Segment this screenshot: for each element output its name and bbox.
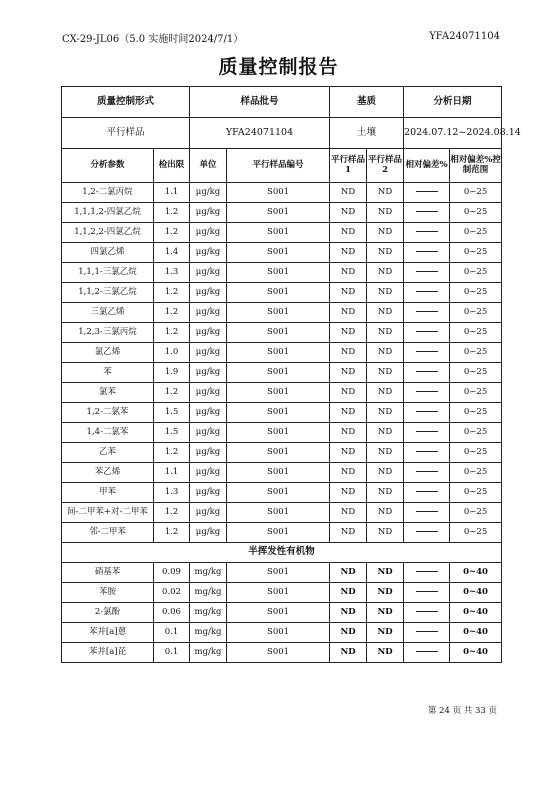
sample-cell: S001	[227, 603, 330, 623]
sample-cell: S001	[227, 443, 330, 463]
relative-deviation-cell	[404, 563, 450, 583]
parallel-1-cell: ND	[330, 383, 367, 403]
table-row	[62, 343, 502, 363]
parallel-1-cell: ND	[330, 303, 367, 323]
param-cell: 苯胺	[62, 583, 154, 603]
matrix-label: 基质	[330, 87, 404, 118]
lod-cell: 1.3	[154, 263, 190, 283]
table-row	[62, 423, 502, 443]
unit-cell: μg/kg	[190, 523, 227, 543]
parallel-2-cell: ND	[367, 463, 404, 483]
dash-mark	[416, 371, 438, 372]
lod-cell: 1.5	[154, 403, 190, 423]
lod-cell: 1.2	[154, 283, 190, 303]
range-cell: 0~40	[450, 643, 502, 663]
table-row	[62, 363, 502, 383]
table-row	[62, 523, 502, 543]
param-cell: 氯苯	[62, 383, 154, 403]
parallel-1-cell: ND	[330, 343, 367, 363]
param-cell: 间-二甲苯+对-二甲苯	[62, 503, 154, 523]
sample-cell: S001	[227, 423, 330, 443]
sample-cell: S001	[227, 283, 330, 303]
parallel-1-cell: ND	[330, 183, 367, 203]
dash-mark	[416, 451, 438, 452]
unit-cell: mg/kg	[190, 583, 227, 603]
param-cell: 甲苯	[62, 483, 154, 503]
lod-cell: 1.2	[154, 203, 190, 223]
sample-cell: S001	[227, 403, 330, 423]
range-cell: 0~25	[450, 323, 502, 343]
relative-deviation-cell	[404, 323, 450, 343]
param-cell: 1,1,1,2-四氯乙烷	[62, 203, 154, 223]
info-label-row	[62, 87, 502, 118]
table-row	[62, 323, 502, 343]
range-cell: 0~40	[450, 603, 502, 623]
unit-cell: μg/kg	[190, 463, 227, 483]
batch-label: 样品批号	[190, 87, 330, 118]
sample-cell: S001	[227, 503, 330, 523]
parallel-1-cell: ND	[330, 363, 367, 383]
unit-cell: μg/kg	[190, 503, 227, 523]
unit-cell: μg/kg	[190, 483, 227, 503]
lod-cell: 1.3	[154, 483, 190, 503]
parallel-2-cell: ND	[367, 523, 404, 543]
sample-cell: S001	[227, 483, 330, 503]
dash-mark	[416, 431, 438, 432]
range-cell: 0~25	[450, 403, 502, 423]
dash-mark	[416, 411, 438, 412]
table-row	[62, 583, 502, 603]
parallel-1-cell: ND	[330, 463, 367, 483]
parallel-2-cell: ND	[367, 603, 404, 623]
table-row	[62, 563, 502, 583]
unit-cell: mg/kg	[190, 623, 227, 643]
param-cell: 1,1,2-三氯乙烷	[62, 283, 154, 303]
section-header-row	[62, 543, 502, 563]
table-row	[62, 443, 502, 463]
param-cell: 1,4-二氯苯	[62, 423, 154, 443]
dash-mark	[416, 211, 438, 212]
range-cell: 0~25	[450, 463, 502, 483]
relative-deviation-cell	[404, 483, 450, 503]
range-cell: 0~40	[450, 623, 502, 643]
relative-deviation-cell	[404, 283, 450, 303]
relative-deviation-cell	[404, 343, 450, 363]
sample-cell: S001	[227, 643, 330, 663]
table-row	[62, 303, 502, 323]
parallel-2-cell: ND	[367, 183, 404, 203]
table-row	[62, 603, 502, 623]
lod-cell: 0.1	[154, 623, 190, 643]
relative-deviation-cell	[404, 363, 450, 383]
param-cell: 氯乙烯	[62, 343, 154, 363]
param-cell: 硝基苯	[62, 563, 154, 583]
col-lod: 检出限	[154, 149, 190, 183]
parallel-1-cell: ND	[330, 643, 367, 663]
parallel-1-cell: ND	[330, 583, 367, 603]
range-cell: 0~25	[450, 443, 502, 463]
parallel-1-cell: ND	[330, 423, 367, 443]
unit-cell: mg/kg	[190, 563, 227, 583]
range-cell: 0~25	[450, 303, 502, 323]
lod-cell: 1.2	[154, 443, 190, 463]
parallel-2-cell: ND	[367, 363, 404, 383]
param-cell: 苯	[62, 363, 154, 383]
unit-cell: μg/kg	[190, 243, 227, 263]
sample-cell: S001	[227, 343, 330, 363]
sample-cell: S001	[227, 583, 330, 603]
unit-cell: μg/kg	[190, 283, 227, 303]
parallel-1-cell: ND	[330, 503, 367, 523]
parallel-2-cell: ND	[367, 503, 404, 523]
relative-deviation-cell	[404, 383, 450, 403]
sample-cell: S001	[227, 203, 330, 223]
lod-cell: 1.2	[154, 523, 190, 543]
col-sample-no: 平行样品编号	[227, 149, 330, 183]
relative-deviation-cell	[404, 443, 450, 463]
range-cell: 0~25	[450, 423, 502, 443]
relative-deviation-cell	[404, 423, 450, 443]
sample-cell: S001	[227, 463, 330, 483]
relative-deviation-cell	[404, 223, 450, 243]
info-value-row	[62, 118, 502, 149]
column-header-row	[62, 149, 502, 183]
table-row	[62, 503, 502, 523]
parallel-2-cell: ND	[367, 243, 404, 263]
unit-cell: mg/kg	[190, 643, 227, 663]
unit-cell: mg/kg	[190, 603, 227, 623]
table-row	[62, 383, 502, 403]
relative-deviation-cell	[404, 603, 450, 623]
parallel-2-cell: ND	[367, 563, 404, 583]
dash-mark	[416, 291, 438, 292]
parallel-2-cell: ND	[367, 483, 404, 503]
matrix-value: 土壤	[330, 118, 404, 149]
param-cell: 1,1,2,2-四氯乙烷	[62, 223, 154, 243]
lod-cell: 1.1	[154, 463, 190, 483]
relative-deviation-cell	[404, 303, 450, 323]
dash-mark	[416, 251, 438, 252]
unit-cell: μg/kg	[190, 203, 227, 223]
range-cell: 0~25	[450, 203, 502, 223]
range-cell: 0~25	[450, 503, 502, 523]
sample-cell: S001	[227, 363, 330, 383]
parallel-2-cell: ND	[367, 263, 404, 283]
parallel-2-cell: ND	[367, 423, 404, 443]
relative-deviation-cell	[404, 583, 450, 603]
dash-mark	[416, 511, 438, 512]
col-deviation-range: 相对偏差%控制范围	[450, 149, 502, 183]
lod-cell: 1.5	[154, 423, 190, 443]
sample-cell: S001	[227, 223, 330, 243]
unit-cell: μg/kg	[190, 363, 227, 383]
relative-deviation-cell	[404, 403, 450, 423]
unit-cell: μg/kg	[190, 223, 227, 243]
form-value: 平行样品	[62, 118, 190, 149]
parallel-2-cell: ND	[367, 303, 404, 323]
parallel-1-cell: ND	[330, 223, 367, 243]
unit-cell: μg/kg	[190, 183, 227, 203]
dash-mark	[416, 391, 438, 392]
param-cell: 1,2,3-三氯丙烷	[62, 323, 154, 343]
dash-mark	[416, 311, 438, 312]
relative-deviation-cell	[404, 503, 450, 523]
table-row	[62, 243, 502, 263]
parallel-1-cell: ND	[330, 203, 367, 223]
param-cell: 1,2-二氯苯	[62, 403, 154, 423]
unit-cell: μg/kg	[190, 403, 227, 423]
col-unit: 单位	[190, 149, 227, 183]
sample-cell: S001	[227, 563, 330, 583]
dash-mark	[416, 591, 438, 592]
relative-deviation-cell	[404, 263, 450, 283]
parallel-1-cell: ND	[330, 483, 367, 503]
lod-cell: 1.2	[154, 323, 190, 343]
parallel-1-cell: ND	[330, 523, 367, 543]
param-cell: 2-氯酚	[62, 603, 154, 623]
parallel-2-cell: ND	[367, 283, 404, 303]
unit-cell: μg/kg	[190, 443, 227, 463]
parallel-1-cell: ND	[330, 403, 367, 423]
unit-cell: μg/kg	[190, 323, 227, 343]
range-cell: 0~25	[450, 343, 502, 363]
dash-mark	[416, 631, 438, 632]
report-number: YFA24071104	[429, 31, 500, 42]
sample-cell: S001	[227, 323, 330, 343]
lod-cell: 0.06	[154, 603, 190, 623]
lod-cell: 1.4	[154, 243, 190, 263]
param-cell: 1,1,1-三氯乙烷	[62, 263, 154, 283]
relative-deviation-cell	[404, 523, 450, 543]
param-cell: 苯乙烯	[62, 463, 154, 483]
range-cell: 0~25	[450, 263, 502, 283]
batch-value: YFA24071104	[190, 118, 330, 149]
page-number: 第 24 页 共 33 页	[427, 706, 497, 716]
table-row	[62, 283, 502, 303]
dash-mark	[416, 191, 438, 192]
lod-cell: 0.09	[154, 563, 190, 583]
unit-cell: μg/kg	[190, 383, 227, 403]
parallel-2-cell: ND	[367, 403, 404, 423]
unit-cell: μg/kg	[190, 263, 227, 283]
range-cell: 0~25	[450, 383, 502, 403]
range-cell: 0~25	[450, 223, 502, 243]
range-cell: 0~25	[450, 243, 502, 263]
lod-cell: 1.2	[154, 223, 190, 243]
parallel-2-cell: ND	[367, 203, 404, 223]
relative-deviation-cell	[404, 643, 450, 663]
sample-cell: S001	[227, 263, 330, 283]
table-row	[62, 623, 502, 643]
table-row	[62, 183, 502, 203]
parallel-1-cell: ND	[330, 263, 367, 283]
table-row	[62, 643, 502, 663]
range-cell: 0~25	[450, 183, 502, 203]
lod-cell: 0.02	[154, 583, 190, 603]
unit-cell: μg/kg	[190, 423, 227, 443]
range-cell: 0~40	[450, 563, 502, 583]
unit-cell: μg/kg	[190, 343, 227, 363]
sample-cell: S001	[227, 523, 330, 543]
dash-mark	[416, 491, 438, 492]
relative-deviation-cell	[404, 623, 450, 643]
lod-cell: 1.2	[154, 303, 190, 323]
section-title: 半挥发性有机物	[62, 543, 502, 563]
relative-deviation-cell	[404, 183, 450, 203]
sample-cell: S001	[227, 383, 330, 403]
unit-cell: μg/kg	[190, 303, 227, 323]
table-row	[62, 203, 502, 223]
parallel-1-cell: ND	[330, 243, 367, 263]
range-cell: 0~25	[450, 363, 502, 383]
param-cell: 邻-二甲苯	[62, 523, 154, 543]
table-row	[62, 463, 502, 483]
table-row	[62, 403, 502, 423]
parallel-2-cell: ND	[367, 443, 404, 463]
param-cell: 乙苯	[62, 443, 154, 463]
col-parallel-1: 平行样品1	[330, 149, 367, 183]
lod-cell: 1.2	[154, 503, 190, 523]
parallel-1-cell: ND	[330, 443, 367, 463]
param-cell: 三氯乙烯	[62, 303, 154, 323]
range-cell: 0~25	[450, 483, 502, 503]
col-param: 分析参数	[62, 149, 154, 183]
col-parallel-2: 平行样品2	[367, 149, 404, 183]
dash-mark	[416, 651, 438, 652]
table-row	[62, 483, 502, 503]
relative-deviation-cell	[404, 243, 450, 263]
range-cell: 0~25	[450, 283, 502, 303]
date-label: 分析日期	[404, 87, 502, 118]
param-cell: 1,2-二氯丙烷	[62, 183, 154, 203]
param-cell: 苯并[a]芘	[62, 643, 154, 663]
parallel-2-cell: ND	[367, 583, 404, 603]
dash-mark	[416, 351, 438, 352]
sample-cell: S001	[227, 623, 330, 643]
table-row	[62, 263, 502, 283]
relative-deviation-cell	[404, 203, 450, 223]
dash-mark	[416, 611, 438, 612]
parallel-1-cell: ND	[330, 623, 367, 643]
date-value: 2024.07.12~2024.08.14	[404, 118, 502, 149]
col-relative-deviation: 相对偏差%	[404, 149, 450, 183]
parallel-1-cell: ND	[330, 323, 367, 343]
dash-mark	[416, 331, 438, 332]
lod-cell: 1.9	[154, 363, 190, 383]
parallel-1-cell: ND	[330, 283, 367, 303]
lod-cell: 1.0	[154, 343, 190, 363]
form-label: 质量控制形式	[62, 87, 190, 118]
quality-control-table	[61, 86, 521, 663]
dash-mark	[416, 271, 438, 272]
parallel-2-cell: ND	[367, 343, 404, 363]
param-cell: 苯并[a]蒽	[62, 623, 154, 643]
parallel-1-cell: ND	[330, 603, 367, 623]
dash-mark	[416, 531, 438, 532]
parallel-2-cell: ND	[367, 223, 404, 243]
parallel-2-cell: ND	[367, 623, 404, 643]
dash-mark	[416, 571, 438, 572]
lod-cell: 1.1	[154, 183, 190, 203]
range-cell: 0~40	[450, 583, 502, 603]
param-cell: 四氯乙烯	[62, 243, 154, 263]
relative-deviation-cell	[404, 463, 450, 483]
lod-cell: 0.1	[154, 643, 190, 663]
table-row	[62, 223, 502, 243]
document-code: CX-29-JL06（5.0 实施时间2024/7/1）	[62, 34, 244, 45]
page-title: 质量控制报告	[218, 56, 339, 78]
sample-cell: S001	[227, 243, 330, 263]
sample-cell: S001	[227, 303, 330, 323]
parallel-1-cell: ND	[330, 563, 367, 583]
sample-cell: S001	[227, 183, 330, 203]
range-cell: 0~25	[450, 523, 502, 543]
dash-mark	[416, 471, 438, 472]
parallel-2-cell: ND	[367, 643, 404, 663]
parallel-2-cell: ND	[367, 383, 404, 403]
dash-mark	[416, 231, 438, 232]
lod-cell: 1.2	[154, 383, 190, 403]
parallel-2-cell: ND	[367, 323, 404, 343]
